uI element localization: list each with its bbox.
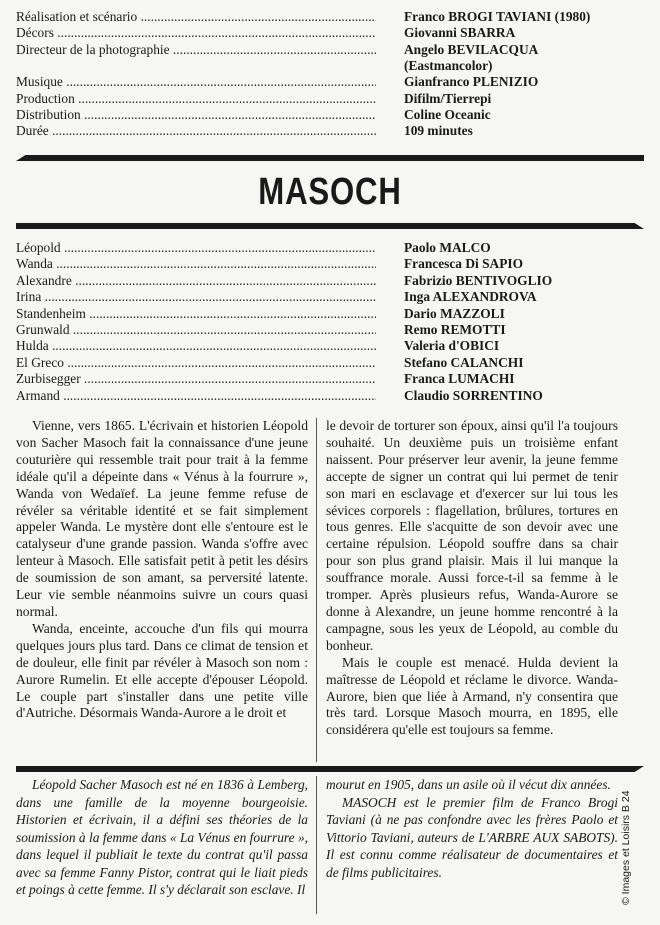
character-name: Armand .....	[16, 388, 376, 404]
credit-row	[16, 74, 636, 90]
actor-name: Dario MAZZOLI	[404, 305, 505, 321]
bio-note-left	[16, 776, 308, 899]
actor-name: Claudio SORRENTINO	[404, 387, 543, 403]
credit-name: Giovanni SBARRA	[404, 25, 516, 41]
cast-row	[16, 355, 636, 371]
credit-row	[16, 42, 636, 58]
cast-row	[16, 371, 636, 387]
credit-role: Directeur de la photographie .....	[16, 42, 376, 58]
character-name: Zurbisegger .....	[16, 371, 376, 387]
character-name: Wanda .....	[16, 256, 376, 272]
actor-name: Stefano CALANCHI	[404, 354, 524, 370]
credit-name-continued: (Eastmancolor)	[404, 58, 493, 74]
actor-name: Francesca Di SAPIO	[404, 256, 524, 272]
cast-row	[16, 289, 636, 305]
copyright-notice: © Images et Loisirs B 24	[620, 790, 632, 905]
character-name: Hulda .....	[16, 338, 376, 354]
bio-paragraph: mourut en 1905, dans un asile où il vécut dix années.	[326, 777, 611, 792]
cast-row	[16, 338, 636, 354]
credit-row	[16, 123, 636, 139]
cast-row	[16, 273, 636, 289]
credit-row	[16, 107, 636, 123]
credit-role: Décors .....	[16, 25, 376, 41]
actor-name: Valeria d'OBICI	[404, 338, 500, 354]
actor-name: Fabrizio BENTIVOGLIO	[404, 272, 553, 288]
section-rule	[16, 766, 644, 772]
character-name: Standenheim .....	[16, 306, 376, 322]
bio-paragraph: MASOCH est le premier film de Franco Brogi Taviani (à ne pas confondre avec les frères Paolo et Vittorio Taviani, auteurs de L'ARBRE AUX SABOTS). Il est connu comme réalisateur de documentaires et de films publicitaires.	[326, 794, 618, 880]
title-rule-top	[16, 155, 644, 161]
synopsis-paragraph: Mais le couple est menacé. Hulda devient la maîtresse de Léopold et réclame le divorce. Wanda-Aurore, bien que liée à Armand, n'y consentira que très tard. Lorsque Masoch mourra, en 1895, elle considérera qu'elle est toujours sa femme.	[326, 654, 618, 738]
credit-row	[16, 25, 636, 41]
character-name: Léopold .....	[16, 240, 376, 256]
character-name: Alexandre .....	[16, 273, 376, 289]
credit-role: Production .....	[16, 91, 376, 107]
column-divider	[316, 418, 317, 762]
credit-row	[16, 91, 636, 107]
title-rule-bottom	[16, 223, 644, 229]
cast-row	[16, 256, 636, 272]
cast-row	[16, 322, 636, 338]
credit-role: Réalisation et scénario .....	[16, 9, 376, 25]
credit-name: 109 minutes	[404, 123, 473, 139]
credit-name: Difilm/Tierrepi	[404, 90, 492, 106]
page-title: MASOCH	[258, 171, 402, 213]
character-name: El Greco .....	[16, 355, 376, 371]
credit-name: Coline Oceanic	[404, 106, 491, 122]
credit-name: Gianfranco PLENIZIO	[404, 74, 539, 90]
cast-credits	[16, 240, 636, 404]
synopsis-paragraph: le devoir de torturer son époux, ainsi qu'il l'a toujours souhaité. Un deuxième puis un troisième enfant naissent. Pour préserver leur avenir, la jeune femme accepte de signer un contrat qui lui permet de tenir son mari en esclavage et d'exercer sur lui tous les sévices corporels : flagellation, brûlures, tortures en tous genres. Elle s'acquitte de son devoir avec une certaine répulsion. Léopold souffre dans sa chair pour son plus grand plaisir. Mais il lui manque la souffrance morale. Aussi force-t-il sa femme à le tromper. Après plusieurs refus, Wanda-Aurore se donne à Alexandre, un jeune homme rencontré à la campagne, sous les yeux de Léopold, au comble du bonheur.	[326, 418, 618, 653]
credit-row	[16, 9, 636, 25]
synopsis-column-left	[16, 418, 308, 722]
actor-name: Remo REMOTTI	[404, 321, 506, 337]
character-name: Grunwald .....	[16, 322, 376, 338]
credit-name: Franco BROGI TAVIANI (1980)	[404, 9, 591, 24]
crew-credits	[16, 9, 636, 140]
synopsis-paragraph: Vienne, vers 1865. L'écrivain et historien Léopold von Sacher Masoch fait la connaissance d'une jeune couturière qui ressemble trait pour trait à la femme idéale qu'il a dépeinte dans « Vénus à la fourrure », Wanda von Wedaïef. La jeune femme refuse de révéler sa véritable identité et se fait simplement appeler Wanda. Le mystère dont elle s'entoure est le catalyseur d'une grande passion. Wanda s'offre avec lenteur à Masoch. Elle satisfait petit à petit les désirs de soumission de son amant, sa perversité latente. Leur vie semble néanmoins suivre un cours quasi normal.	[16, 418, 308, 619]
credit-role: Distribution .....	[16, 107, 376, 123]
column-divider	[316, 776, 317, 914]
bio-note-right	[326, 776, 618, 881]
actor-name: Inga ALEXANDROVA	[404, 289, 537, 305]
credit-name: Angelo BEVILACQUA	[404, 41, 539, 57]
character-name: Irina .....	[16, 289, 376, 305]
synopsis-paragraph: Wanda, enceinte, accouche d'un fils qui mourra quelques jours plus tard. Dans ce climat de tension et de douleur, elle finit par révéler à Masoch son nom : Aurore Rumelin. Et elle accepte d'épouser Léopold. Le couple part s'installer dans une petite ville d'Autriche. Désormais Wanda-Aurore a le droit et	[16, 620, 308, 721]
credit-role: Musique .....	[16, 74, 376, 90]
actor-name: Franca LUMACHI	[404, 371, 515, 387]
synopsis-column-right	[326, 418, 618, 739]
actor-name: Paolo MALCO	[404, 240, 491, 255]
credit-role: Durée .....	[16, 123, 376, 139]
cast-row	[16, 306, 636, 322]
cast-row	[16, 240, 636, 256]
bio-paragraph: Léopold Sacher Masoch est né en 1836 à Lemberg, dans une famille de la moyenne bourgeoisie. Historien et écrivain, il a défini ses théories de la soumission à la femme dans « La Vénus en fourrure », dans lequel il publiait le texte du contrat qu'il passa avec sa femme Fanny Pistor, contrat qui le liait pieds et poings à cette femme. Il s'y déclarait son esclave. Il	[16, 777, 308, 897]
cast-row	[16, 388, 636, 404]
